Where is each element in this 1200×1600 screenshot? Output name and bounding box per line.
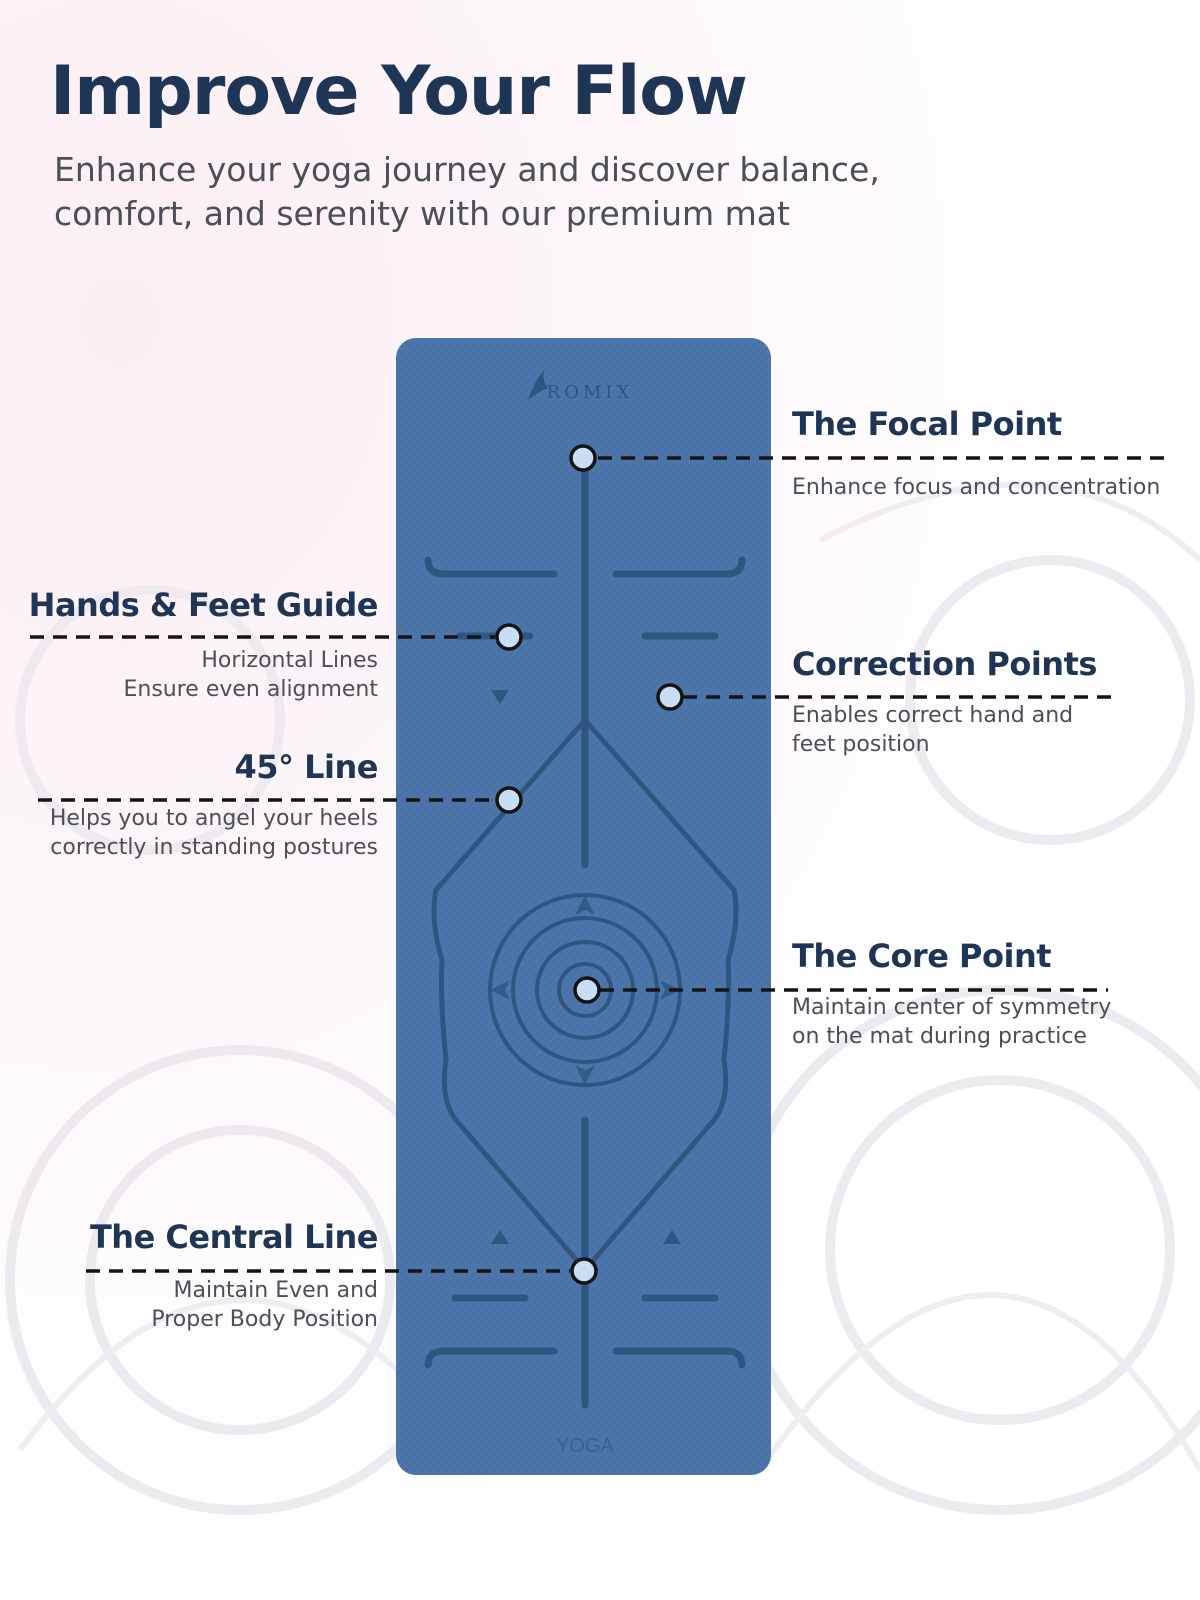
- brand-name: ROMIX: [546, 382, 634, 403]
- hands-marker: [497, 625, 521, 649]
- line-45-title: 45° Line: [234, 748, 378, 786]
- central-line-desc: Maintain Even and Proper Body Position: [151, 1278, 378, 1332]
- line-45-desc: Helps you to angel your heels correctly in standing postures: [49, 806, 378, 860]
- page-title: Improve Your Flow: [50, 52, 747, 131]
- line-45-callout: [20, 748, 378, 862]
- core-point-title: The Core Point: [792, 937, 1052, 975]
- hands-feet-title: Hands & Feet Guide: [28, 586, 378, 624]
- page-subtitle: Enhance your yoga journey and discover balance, comfort, and serenity with our premium mat: [54, 150, 880, 233]
- central-marker: [572, 1259, 596, 1283]
- central-line-title: The Central Line: [89, 1218, 378, 1256]
- correction-points-title: Correction Points: [792, 645, 1097, 683]
- core-point-callout: [792, 937, 1182, 1051]
- correction-points-desc: Enables correct hand and feet position: [792, 703, 1074, 757]
- mat-footer-text: YOGA: [556, 1435, 614, 1457]
- core-marker: [575, 978, 599, 1002]
- correction-marker: [658, 685, 682, 709]
- core-point-desc: Maintain center of symmetry on the mat during practice: [792, 995, 1112, 1049]
- line45-marker: [497, 788, 521, 812]
- correction-points-callout: [792, 645, 1182, 759]
- focal-point-callout: [792, 405, 1182, 502]
- hands-feet-desc: Horizontal Lines Ensure even alignment: [123, 648, 378, 702]
- focal-point-title: The Focal Point: [792, 405, 1062, 443]
- central-line-callout: [20, 1218, 378, 1334]
- hands-feet-callout: [20, 586, 378, 704]
- focal-marker: [571, 446, 595, 470]
- focal-point-desc: Enhance focus and concentration: [792, 475, 1161, 500]
